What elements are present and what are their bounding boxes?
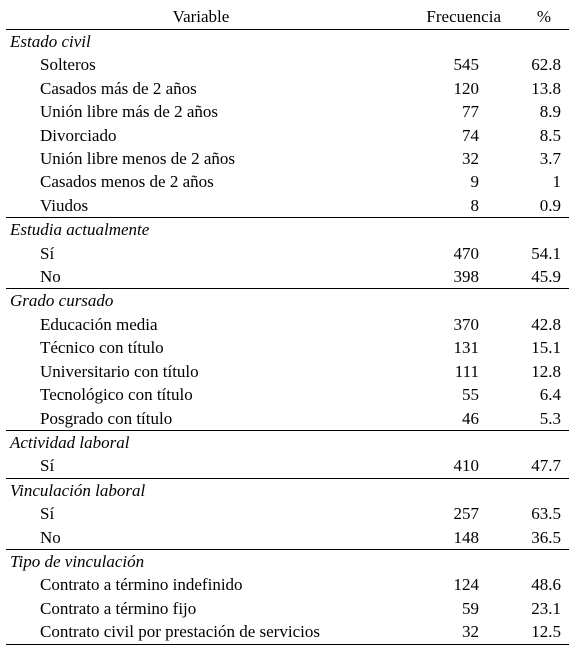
section-title: Estudia actualmente	[6, 218, 569, 242]
row-frequency: 545	[453, 55, 479, 75]
row-label: Contrato a término fijo	[40, 598, 197, 618]
row-percent: 36.5	[531, 527, 561, 547]
row-frequency: 410	[453, 456, 479, 476]
row-label: Divorciado	[40, 125, 117, 145]
row-percent: 6.4	[539, 385, 561, 405]
row-frequency: 470	[453, 243, 479, 263]
row-percent: 48.6	[531, 575, 561, 595]
row-percent: 15.1	[531, 338, 561, 358]
row-label: Técnico con título	[40, 338, 164, 358]
table-row	[6, 53, 569, 76]
header-variable: Variable	[6, 4, 396, 30]
row-percent: 8.5	[539, 125, 561, 145]
row-percent: 54.1	[531, 243, 561, 263]
table-row	[6, 620, 569, 644]
row-label: Unión libre más de 2 años	[40, 102, 218, 122]
table-row	[6, 313, 569, 336]
row-percent: 63.5	[531, 504, 561, 524]
row-percent: 42.8	[531, 314, 561, 334]
section-row	[6, 30, 569, 54]
table-row	[6, 170, 569, 193]
table-row	[6, 383, 569, 406]
section-row	[6, 289, 569, 313]
row-percent: 47.7	[531, 456, 561, 476]
row-label: Sí	[40, 456, 55, 476]
row-label: Casados más de 2 años	[40, 78, 197, 98]
row-frequency: 257	[453, 504, 479, 524]
table-row	[6, 77, 569, 100]
section-title: Grado cursado	[6, 289, 569, 313]
row-frequency: 32	[462, 149, 479, 169]
row-percent: 1	[552, 172, 561, 192]
table-row	[6, 597, 569, 620]
row-frequency: 46	[462, 408, 479, 428]
table-row	[6, 147, 569, 170]
row-percent: 12.8	[531, 361, 561, 381]
row-percent: 5.3	[539, 408, 561, 428]
header-percent: %	[501, 4, 569, 30]
row-percent: 8.9	[539, 102, 561, 122]
row-percent: 0.9	[539, 195, 561, 215]
header-frequency: Frecuencia	[396, 4, 501, 30]
table-row	[6, 194, 569, 218]
table-row	[6, 265, 569, 289]
row-percent: 13.8	[531, 78, 561, 98]
table-row	[6, 407, 569, 431]
row-frequency: 398	[453, 267, 479, 287]
row-label: Unión libre menos de 2 años	[40, 149, 235, 169]
row-label: Sí	[40, 504, 55, 524]
section-row	[6, 549, 569, 573]
row-label: Educación media	[40, 314, 158, 334]
row-frequency: 55	[462, 385, 479, 405]
row-percent: 3.7	[539, 149, 561, 169]
table-row	[6, 124, 569, 147]
table-body	[6, 30, 569, 645]
table-row	[6, 454, 569, 478]
row-frequency: 120	[453, 78, 479, 98]
section-title: Estado civil	[10, 32, 91, 51]
row-frequency: 32	[396, 620, 501, 644]
table-row	[6, 573, 569, 596]
table-header	[6, 4, 569, 30]
row-frequency: 77	[462, 102, 479, 122]
section-row	[6, 430, 569, 454]
table-row	[6, 100, 569, 123]
row-label: Tecnológico con título	[40, 385, 193, 405]
header-row	[6, 4, 569, 30]
row-frequency: 370	[453, 314, 479, 334]
row-frequency: 148	[453, 527, 479, 547]
row-percent: 23.1	[531, 598, 561, 618]
row-label: Sí	[40, 243, 55, 263]
row-percent: 45.9	[531, 267, 561, 287]
row-label: Casados menos de 2 años	[40, 172, 214, 192]
row-frequency: 74	[462, 125, 479, 145]
section-title: Tipo de vinculación	[6, 549, 569, 573]
section-title: Actividad laboral	[6, 430, 569, 454]
table-row	[6, 502, 569, 525]
section-row	[6, 218, 569, 242]
row-frequency: 111	[454, 361, 479, 381]
row-percent: 12.5	[501, 620, 569, 644]
row-frequency: 9	[470, 172, 479, 192]
row-label: No	[40, 267, 61, 287]
row-label: No	[40, 527, 61, 547]
row-frequency: 59	[462, 598, 479, 618]
row-frequency: 131	[453, 338, 479, 358]
row-label: Posgrado con título	[40, 408, 173, 428]
section-title: Vinculación laboral	[6, 478, 569, 502]
row-label: Viudos	[40, 195, 89, 215]
table-row	[6, 336, 569, 359]
row-label: Solteros	[40, 55, 96, 75]
row-frequency: 124	[453, 575, 479, 595]
table-row	[6, 242, 569, 265]
table-row	[6, 360, 569, 383]
row-label: Contrato civil por prestación de servicios	[6, 620, 396, 644]
section-row	[6, 478, 569, 502]
row-label: Universitario con título	[40, 361, 199, 381]
row-label: Contrato a término indefinido	[40, 575, 243, 595]
frequency-table	[6, 4, 569, 645]
row-percent: 62.8	[531, 55, 561, 75]
table-row	[6, 526, 569, 550]
row-frequency: 8	[470, 195, 479, 215]
